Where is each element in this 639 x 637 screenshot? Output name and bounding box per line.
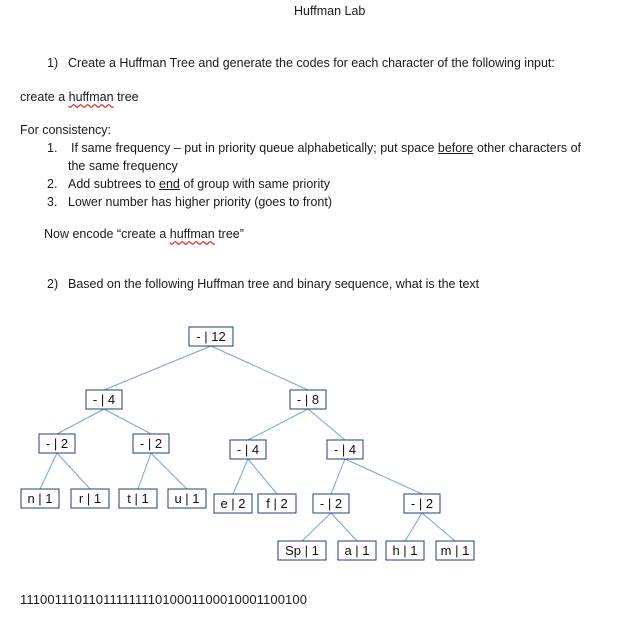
tree-edge-RLR-a — [331, 513, 357, 541]
tree-node-label: Sp | 1 — [285, 543, 319, 558]
tree-node-L — [86, 390, 122, 409]
tree-edge-L-LR — [104, 409, 151, 434]
tree-edge-LR-t — [138, 453, 151, 489]
tree-node-label: - | 2 — [139, 436, 163, 451]
tree-node-LR — [133, 434, 169, 453]
tree-node-label: h | 1 — [392, 543, 418, 558]
tree-edge-L-LL — [57, 409, 104, 434]
tree-edge-LR-u — [151, 453, 187, 489]
encode-prefix: Now encode “create a — [44, 227, 170, 241]
rule-2-text-a: Add subtrees to — [68, 177, 160, 191]
rule-3-text: Lower number has higher priority (goes to front) — [68, 195, 333, 209]
rule-2-number: 2. — [47, 177, 58, 191]
tree-node-e — [214, 494, 252, 513]
tree-node-RR — [327, 440, 363, 459]
tree-edge-RLR-sp — [302, 513, 331, 541]
consistency-label: For consistency: — [20, 123, 112, 137]
q1-number: 1) — [47, 56, 59, 70]
rule-1-underlined: before — [437, 141, 474, 155]
rule-2-underlined: end — [159, 177, 180, 191]
encode-suffix: tree” — [214, 227, 244, 241]
tree-node-label: t | 1 — [127, 491, 149, 506]
rule-3-number: 3. — [47, 195, 58, 209]
tree-edge-root-R — [211, 346, 308, 390]
tree-edge-RL-e — [233, 459, 248, 494]
tree-edge-R-RL — [248, 409, 308, 440]
tree-node-label: f | 2 — [266, 496, 288, 511]
tree-node-label: n | 1 — [27, 491, 53, 506]
tree-node-label: - | 2 — [45, 436, 69, 451]
tree-edge-RRR-h — [405, 513, 422, 541]
tree-edge-R-RR — [308, 409, 345, 440]
tree-edge-root-L — [104, 346, 211, 390]
tree-edge-LL-r — [57, 453, 90, 489]
tree-node-f — [258, 494, 296, 513]
tree-node-t — [119, 489, 157, 508]
tree-edge-RR-RLR — [331, 459, 345, 494]
tree-node-LL — [39, 434, 75, 453]
tree-node-RRR — [404, 494, 440, 513]
tree-node-label: - | 4 — [236, 442, 260, 457]
tree-node-RLR — [313, 494, 349, 513]
tree-node-label: u | 1 — [174, 491, 200, 506]
tree-node-label: - | 8 — [296, 392, 320, 407]
rule-1-number: 1. — [47, 141, 58, 155]
encode-word: huffman — [169, 227, 215, 241]
rule-1-line2: the same frequency — [68, 159, 178, 173]
tree-edge-RL-f — [248, 459, 277, 494]
rule-1-text-a: If same frequency – put in priority queue alphabetically; put space — [71, 141, 438, 155]
q1-prompt: Create a Huffman Tree and generate the codes for each character of the following input: — [68, 56, 555, 70]
tree-node-label: - | 2 — [410, 496, 434, 511]
tree-node-n — [21, 489, 59, 508]
q1-input-suffix: tree — [113, 90, 139, 104]
tree-node-label: - | 4 — [92, 392, 116, 407]
rule-1-text-b: other characters of — [473, 141, 582, 155]
tree-node-label: - | 4 — [333, 442, 357, 457]
tree-node-root — [189, 327, 233, 346]
tree-node-label: a | 1 — [344, 543, 370, 558]
tree-node-a — [338, 541, 376, 560]
tree-node-RL — [230, 440, 266, 459]
tree-node-sp — [278, 541, 326, 560]
tree-node-R — [290, 390, 326, 409]
tree-node-r — [71, 489, 109, 508]
tree-node-u — [168, 489, 206, 508]
q2-number: 2) — [47, 277, 59, 291]
tree-edge-LL-n — [40, 453, 57, 489]
q2-prompt: Based on the following Huffman tree and binary sequence, what is the text — [68, 277, 480, 291]
tree-node-label: - | 2 — [319, 496, 343, 511]
tree-node-h — [386, 541, 424, 560]
tree-edge-RR-RRR — [345, 459, 422, 494]
tree-node-m — [436, 541, 474, 560]
q1-input-word: huffman — [68, 90, 114, 104]
rule-2-text-b: of group with same priority — [179, 177, 330, 191]
tree-node-label: r | 1 — [78, 491, 102, 506]
tree-node-label: e | 2 — [220, 496, 246, 511]
tree-edge-RRR-m — [422, 513, 455, 541]
tree-node-label: - | 12 — [196, 329, 226, 344]
q1-input-prefix: create a — [20, 90, 69, 104]
tree-node-label: m | 1 — [440, 543, 470, 558]
binary-sequence: 11100111011011111111010001100010001100100 — [20, 592, 308, 607]
page-title: Huffman Lab — [294, 4, 366, 18]
